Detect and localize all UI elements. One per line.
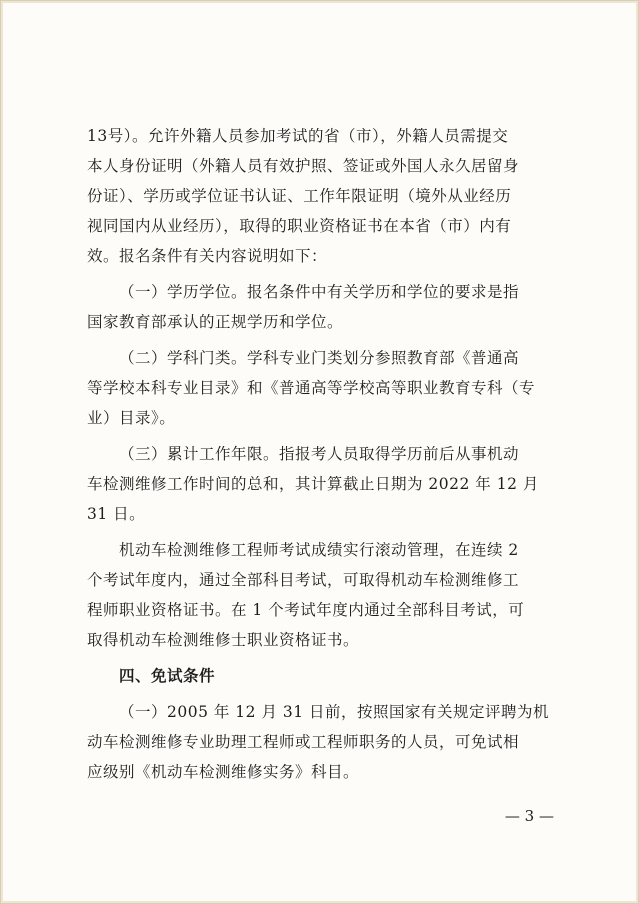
text-line: （三）累计工作年限。指报考人员取得学历前后从事机动 [119, 445, 520, 463]
paragraph-education [87, 277, 553, 337]
paragraph-work-years [87, 439, 553, 529]
paragraph-discipline [87, 343, 553, 433]
text-line: 机动车检测维修工程师考试成绩实行滚动管理，在连续 2 [119, 541, 519, 559]
paragraph-intro [87, 121, 553, 271]
text-line: 视同国内从业经历），取得的职业资格证书在本省（市）内有 [87, 217, 512, 235]
paragraph-score-rolling [87, 535, 553, 655]
text-line: 个考试年度内，通过全部科目考试，可取得机动车检测维修工 [87, 571, 520, 589]
text-line: （一）2005 年 12 月 31 日前，按照国家有关规定评聘为机 [119, 703, 550, 721]
section-heading-exemption: 四、免试条件 [119, 667, 216, 685]
document-body [87, 121, 553, 793]
text-line: 动车检测维修专业助理工程师或工程师职务的人员，可免试相 [87, 733, 520, 751]
text-line: 效。报名条件有关内容说明如下： [87, 247, 328, 265]
text-line: 份证）、学历或学位证书认证、工作年限证明（境外从业经历 [87, 187, 512, 205]
text-line: （一）学历学位。报名条件中有关学历和学位的要求是指 [119, 283, 520, 301]
text-line: （二）学科门类。学科专业门类划分参照教育部《普通高 [119, 349, 520, 367]
text-line: 程师职业资格证书。在 1 个考试年度内通过全部科目考试，可 [87, 601, 525, 619]
page-number: — 3 — [504, 807, 554, 825]
text-line: 13号）。允许外籍人员参加考试的省（市），外籍人员需提交 [87, 127, 509, 145]
text-line: 取得机动车检测维修士职业资格证书。 [87, 631, 360, 649]
text-line: 业）目录》。 [87, 409, 176, 427]
text-line: 31 日。 [87, 505, 146, 523]
text-line: 车检测维修工作时间的总和，其计算截止日期为 2022 年 12 月 [87, 475, 539, 493]
text-line: 等学校本科专业目录》和《普通高等学校高等职业教育专科（专 [87, 379, 536, 397]
text-line: 本人身份证明（外籍人员有效护照、签证或外国人永久居留身 [87, 157, 520, 175]
text-line: 应级别《机动车检测维修实务》科目。 [87, 763, 360, 781]
text-line: 国家教育部承认的正规学历和学位。 [87, 313, 344, 331]
paragraph-exemption-1 [87, 697, 553, 787]
